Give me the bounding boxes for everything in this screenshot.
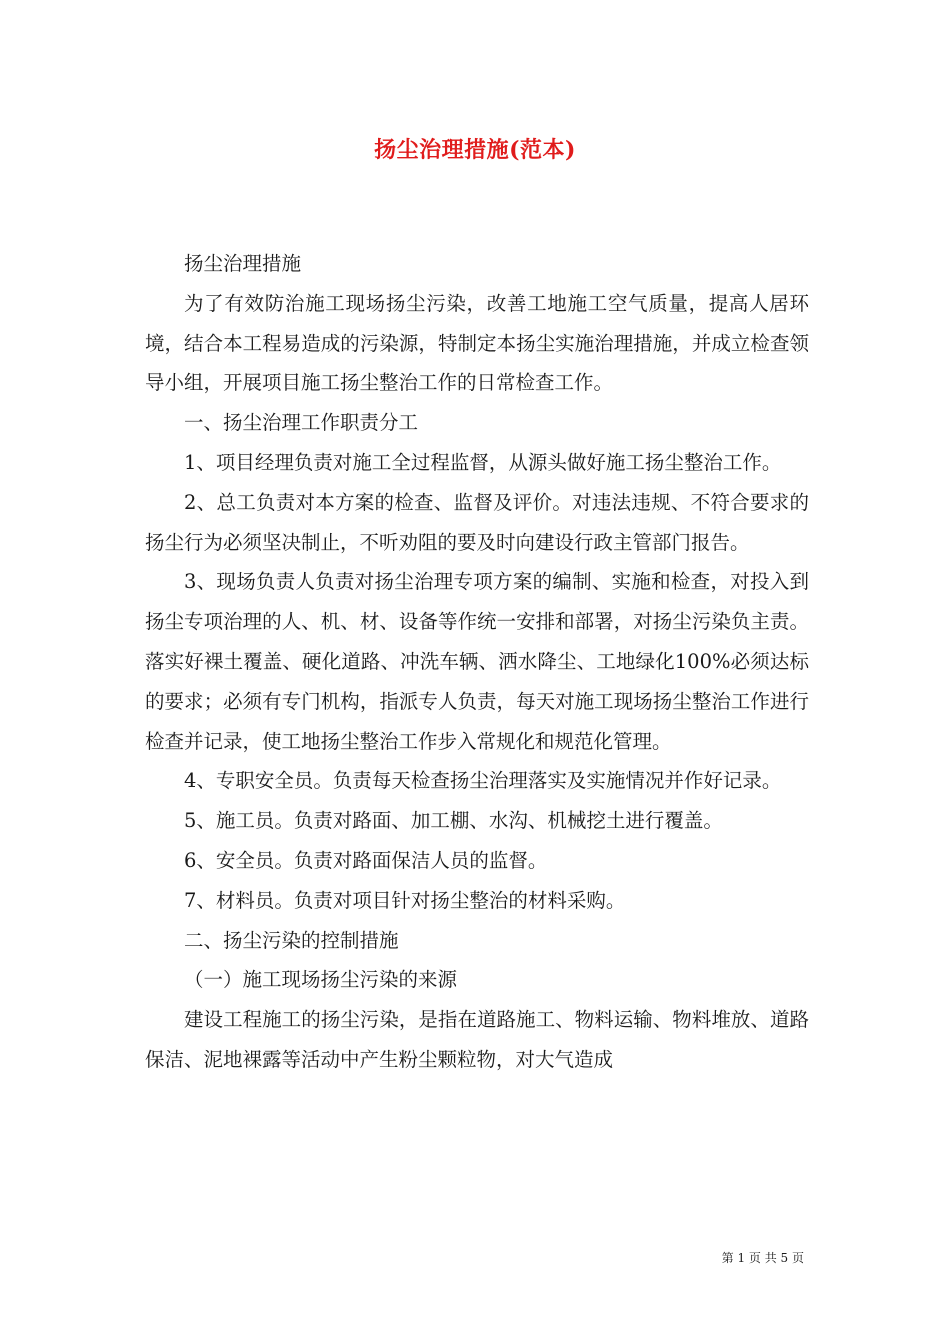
sources-paragraph: 建设工程施工的扬尘污染，是指在道路施工、物料运输、物料堆放、道路保洁、泥地裸露等活动中产生粉尘颗粒物，对大气造成 [145, 1008, 809, 1071]
responsibility-item-1: 1、项目经理负责对施工全过程监督，从源头做好施工扬尘整治工作。 [184, 450, 782, 474]
subsection-heading-sources: （一）施工现场扬尘污染的来源 [184, 968, 458, 992]
responsibility-item-5: 5、施工员。负责对路面、加工棚、水沟、机械挖土进行覆盖。 [184, 809, 723, 833]
document-title: 扬尘治理措施(范本) [374, 137, 576, 163]
responsibility-item-4: 4、专职安全员。负责每天检查扬尘治理落实及实施情况并作好记录。 [184, 769, 782, 793]
responsibility-item-6: 6、安全员。负责对路面保洁人员的监督。 [184, 848, 548, 872]
section-heading-control: 二、扬尘污染的控制措施 [184, 928, 399, 952]
section-heading-responsibilities: 一、扬尘治理工作职责分工 [184, 411, 419, 435]
document-body [145, 244, 809, 1080]
responsibility-item-2: 2、总工负责对本方案的检查、监督及评价。对违法违规、不符合要求的扬尘行为必须坚决制止，不听劝阻的要及时向建设行政主管部门报告。 [145, 490, 809, 554]
page-number: 第 1 页 共 5 页 [721, 1251, 804, 1265]
responsibility-item-3: 3、现场负责人负责对扬尘治理专项方案的编制、实施和检查，对投入到扬尘专项治理的人、机、材、设备等作统一安排和部署，对扬尘污染负主责。落实好裸土覆盖、硬化道路、冲洗车辆、洒水降尘、工地绿化100%必须达标的要求；必须有专门机构，指派专人负责，每天对施工现场扬尘整治工作进行检查并记录，使工地扬尘整治工作步入常规化和规范化管理。 [145, 570, 809, 753]
section-heading: 扬尘治理措施 [184, 252, 302, 275]
intro-paragraph: 为了有效防治施工现场扬尘污染，改善工地施工空气质量，提高人居环境，结合本工程易造成的污染源，特制定本扬尘实施治理措施，并成立检查领导小组，开展项目施工扬尘整治工作的日常检查工作。 [145, 291, 809, 395]
responsibility-item-7: 7、材料员。负责对项目针对扬尘整治的材料采购。 [184, 888, 626, 912]
